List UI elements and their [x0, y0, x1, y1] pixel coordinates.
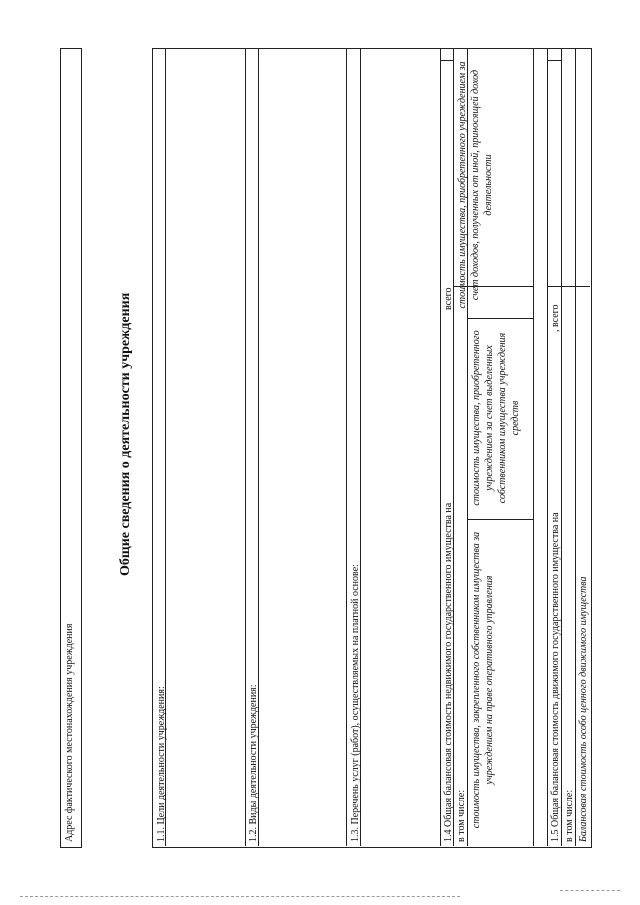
movable-including-label: в том числе: — [564, 789, 575, 842]
movable-total-label: , всего — [550, 304, 561, 332]
section-activities-label: 1.2. Виды деятельности учреждения: — [248, 684, 259, 842]
scan-edge-bottom — [20, 896, 460, 897]
movable-property-label: 1.5 Общая балансовая стоимость движимого государственного имущества на — [550, 512, 561, 842]
page-title: Общие сведения о деятельности учреждения — [118, 292, 133, 576]
info-table — [152, 48, 592, 848]
immovable-col-operational: стоимость имущества, закрепленного собственником имущества за учреждением на праве оперативного управления — [471, 531, 495, 829]
immovable-col-income: стоимость имущества, приобретенного учреждением за счет доходов, полученных от иной, приносящей доход деятельности — [457, 61, 494, 309]
valuable-movable-label: Балансовая стоимость особо ценного движимого имущества — [578, 576, 589, 842]
immovable-col-allocated: стоимость имущества, приобретенного учреждением за счет выделенных собственником имущества учреждения средств — [471, 330, 521, 506]
immovable-total-label: всего — [443, 287, 454, 310]
address-label: Адрес фактического местонахождения учреждения — [64, 623, 75, 842]
section-services-label: 1.3. Перечень услуг (работ), осуществляемых на платной основе: — [350, 564, 361, 842]
scan-edge-right — [560, 890, 620, 891]
immovable-property-label: 1.4 Общая балансовая стоимость недвижимого государственного имущества на — [443, 502, 454, 842]
section-goals-label: 1.1. Цели деятельности учреждения: — [156, 686, 167, 842]
immovable-including-label: в том числе: — [456, 789, 467, 842]
